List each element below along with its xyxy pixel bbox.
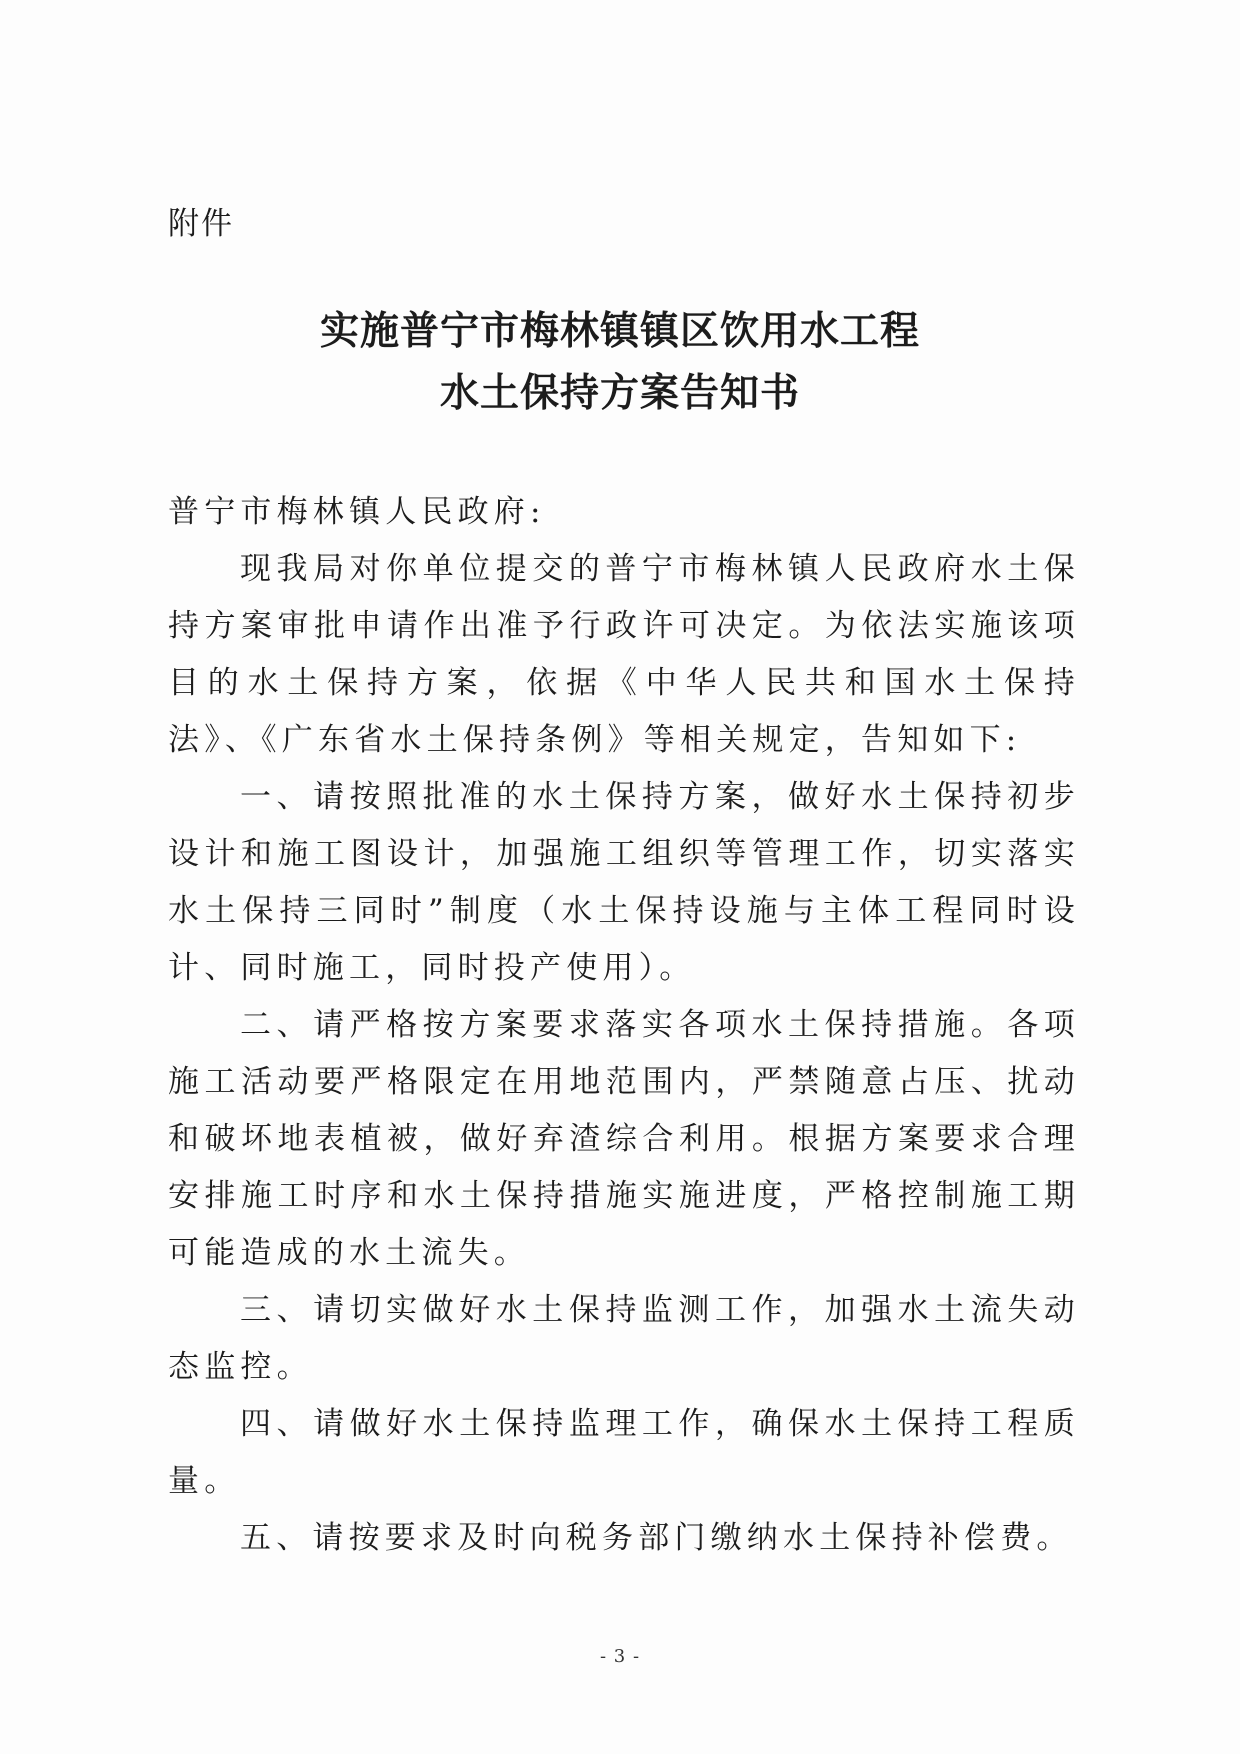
document-title-line-2: 水土保持方案告知书 xyxy=(439,370,800,416)
paragraph-intro: 现我局对你单位提交的普宁市梅林镇人民政府水土保持方案审批申请作出准予行政许可决定。为依法实施该项目的水土保持方案，依据《中华人民共和国水土保持法》、《广东省水土保持条例》等相关规定，告知如下: xyxy=(168,551,1080,758)
salutation: 普宁市梅林镇人民政府: xyxy=(168,494,546,530)
paragraph-item-1: 一、请按照批准的水土保持方案，做好水土保持初步设计和施工图设计，加强施工组织等管理工作，切实落实水土保持三同时”制度（水土保持设施与主体工程同时设计、同时施工，同时投产使用）。 xyxy=(168,779,1080,986)
attachment-label: 附件 xyxy=(168,206,234,242)
document-body xyxy=(168,484,1080,1567)
document-title-line-1: 实施普宁市梅林镇镇区饮用水工程 xyxy=(319,308,920,354)
paragraph-item-5: 五、请按要求及时向税务部门缴纳水土保持补偿费。 xyxy=(240,1520,1073,1556)
page-number: - 3 - xyxy=(599,1646,641,1667)
paragraph-item-4: 四、请做好水土保持监理工作，确保水土保持工程质量。 xyxy=(168,1406,1080,1499)
paragraph-item-3: 三、请切实做好水土保持监测工作，加强水土流失动态监控。 xyxy=(168,1292,1080,1385)
paragraph-item-2: 二、请严格按方案要求落实各项水土保持措施。各项施工活动要严格限定在用地范围内，严禁随意占压、扰动和破坏地表植被，做好弃渣综合利用。根据方案要求合理安排施工时序和水土保持措施实施进度，严格控制施工期可能造成的水土流失。 xyxy=(168,1007,1080,1271)
